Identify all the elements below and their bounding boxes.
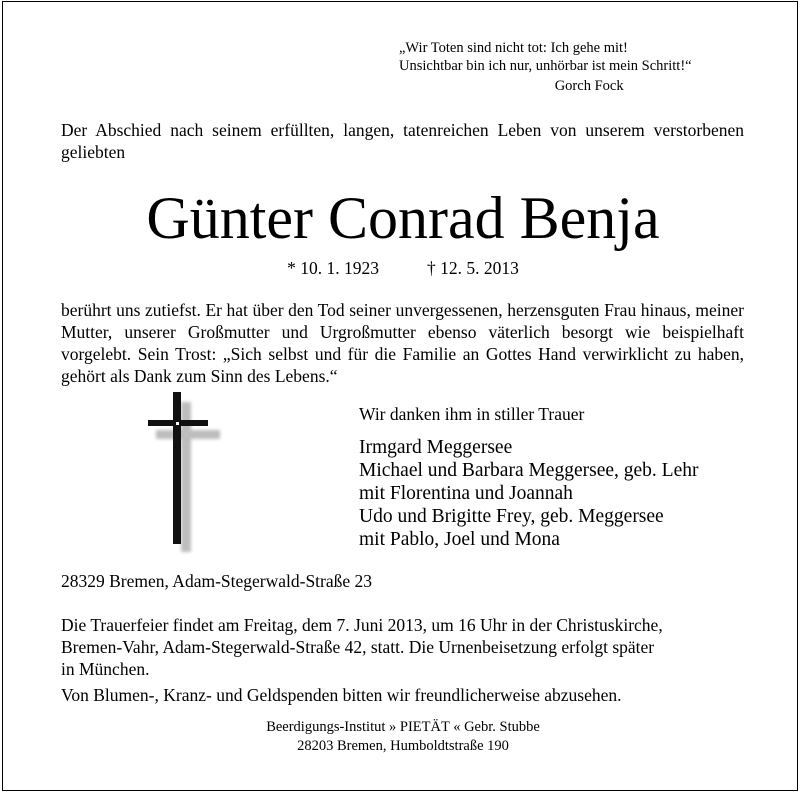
mourner-line: Udo und Brigitte Frey, geb. Meggersee <box>359 506 664 527</box>
donation-note: Von Blumen-, Kranz- und Geldspenden bitten wir freundlicherweise abzusehen. <box>61 685 622 705</box>
tribute-text: berührt uns zutiefst. Er hat über den Tod seiner unvergessenen, herzensguten Frau hinaus, meiner Mutter, unserer Großmutter und Urgroßmutter ebenso väterlich besorgt wie beispielhaft vorgelebt. Sein Trost: „Sich selbst und für die Familie an Gottes Hand verwirklicht zu haben, gehört als Dank zum Sinn des Lebens.“ <box>61 300 744 386</box>
undertaker-name: Beerdigungs-Institut » PIETÄT « Gebr. Stubbe <box>266 719 540 735</box>
mourner-line: Irmgard Meggersee <box>359 437 513 458</box>
birth-date: * 10. 1. 1923 <box>287 258 379 278</box>
funeral-line: Die Trauerfeier findet am Freitag, dem 7. Juni 2013, um 16 Uhr in der Christuskirche, <box>61 615 663 635</box>
funeral-line: in München. <box>61 659 150 679</box>
quote-line-1: „Wir Toten sind nicht tot: Ich gehe mit! <box>399 40 628 56</box>
mourner-line: mit Pablo, Joel und Mona <box>359 529 560 550</box>
mourner-line: mit Florentina und Joannah <box>359 483 573 504</box>
quote-line-2: Unsichtbar bin ich nur, unhörbar ist mein Schritt!“ <box>399 58 692 74</box>
funeral-line: Bremen-Vahr, Adam-Stegerwald-Straße 42, statt. Die Urnenbeisetzung erfolgt später <box>61 637 655 657</box>
cross-icon <box>147 392 227 552</box>
life-dates <box>3 258 800 279</box>
family-address: 28329 Bremen, Adam-Stegerwald-Straße 23 <box>61 571 373 591</box>
deceased-name: Günter Conrad Benja <box>146 185 660 251</box>
intro-text: Der Abschied nach seinem erfüllten, langen, tatenreichen Leben von unserem verstorbenen geliebten <box>61 120 744 162</box>
mourner-line: Michael und Barbara Meggersee, geb. Lehr <box>359 460 699 481</box>
quote-author: Gorch Fock <box>554 78 624 94</box>
undertaker-address: 28203 Bremen, Humboldtstraße 190 <box>297 738 509 754</box>
thanks-line: Wir danken ihm in stiller Trauer <box>359 404 585 424</box>
undertaker-info <box>3 718 800 756</box>
epigraph-quote <box>399 39 692 95</box>
mourners-list <box>359 436 698 551</box>
obituary-notice <box>2 1 798 791</box>
funeral-info <box>61 614 744 680</box>
death-date: † 12. 5. 2013 <box>427 258 519 278</box>
